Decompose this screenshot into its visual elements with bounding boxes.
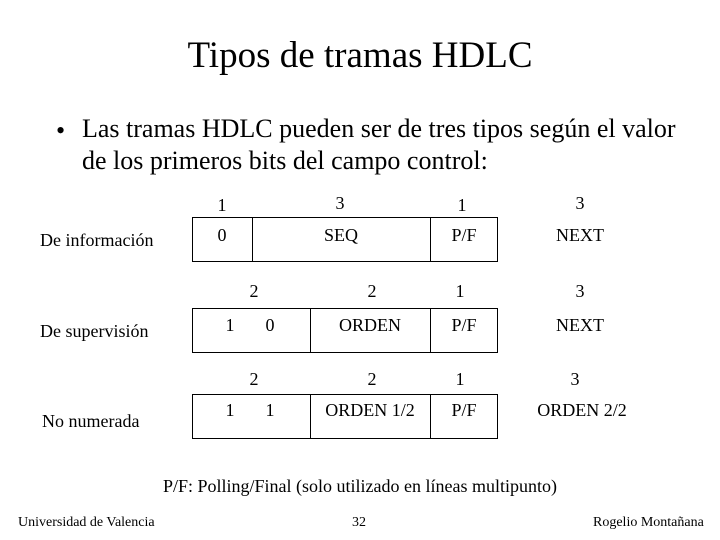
field-value: NEXT: [556, 315, 604, 335]
row-label-informacion: De información: [40, 230, 154, 250]
bits-label: 2: [367, 369, 377, 389]
slide-title: Tipos de tramas HDLC: [187, 35, 533, 76]
footnote: P/F: Polling/Final (solo utilizado en líneas multipunto): [163, 476, 557, 496]
bullet-marker: •: [56, 116, 66, 145]
field-value: 0: [217, 225, 227, 245]
bits-label: 1: [455, 281, 465, 301]
bullet-text: Las tramas HDLC pueden ser de tres tipos según el valor de los primeros bits del campo control:: [82, 114, 676, 175]
bits-label: 3: [335, 193, 345, 213]
field-value: 0: [265, 315, 275, 335]
bits-label: 3: [575, 281, 585, 301]
field-value: P/F: [451, 315, 477, 335]
footer-left: Universidad de Valencia: [18, 515, 155, 530]
bits-label: 2: [367, 281, 377, 301]
row-label-supervision: De supervisión: [40, 321, 149, 341]
field-value: 1: [225, 400, 235, 420]
bits-label: 1: [455, 369, 465, 389]
bits-label: 3: [570, 369, 580, 389]
field-value: 1: [225, 315, 235, 335]
field-value: ORDEN 1/2: [325, 400, 415, 420]
field-value: NEXT: [556, 225, 604, 245]
field-value: ORDEN 2/2: [537, 400, 627, 420]
field-value: 1: [265, 400, 275, 420]
row-label-no-numerada: No numerada: [42, 411, 140, 431]
bits-label: 1: [217, 195, 227, 215]
field-value: ORDEN: [339, 315, 401, 335]
footer-right: Rogelio Montañana: [593, 515, 704, 530]
bits-label: 1: [457, 195, 467, 215]
field-value: SEQ: [323, 225, 358, 245]
bits-label: 3: [575, 193, 585, 213]
page-number: 32: [352, 515, 366, 530]
bits-label: 2: [249, 281, 259, 301]
field-value: P/F: [451, 400, 477, 420]
bits-label: 2: [249, 369, 259, 389]
field-value: P/F: [451, 225, 477, 245]
